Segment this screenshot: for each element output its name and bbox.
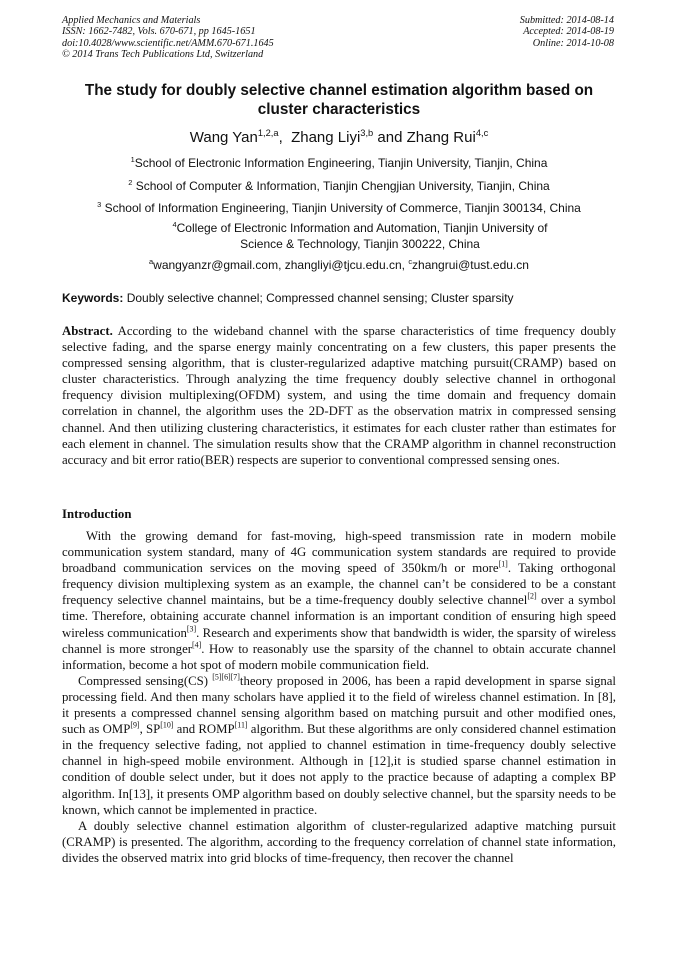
affiliation-text: School of Information Engineering, Tianjin University of Commerce, Tianjin 300134, China [101,201,581,215]
citation: [11] [234,720,248,730]
citation: [3] [186,624,197,634]
paragraph-text: over a symbol time. Therefore, obtaining accurate channel information is an important condition of ensuring high speed wireless communication [62,593,616,640]
author-separator: , [278,129,292,146]
paragraph [62,818,616,866]
abstract-label: Abstract. [62,324,113,338]
affiliation-text: School of Electronic Information Engineering, Tianjin University, Tianjin, China [134,156,548,170]
paragraph-text: Compressed sensing(CS) [78,673,213,688]
submitted-date: Submitted: 2014-08-14 [519,15,614,26]
citation: [2] [527,592,537,602]
author-name: Wang Yan [189,129,258,146]
keywords [62,291,616,305]
online-date: Online: 2014-10-08 [532,37,614,49]
affiliation [160,221,560,252]
author-affil-sup: 1,2,a [257,128,279,138]
citation: [4] [192,640,202,650]
paragraph [62,673,616,818]
author-separator: and [373,129,407,146]
email-sup: c [408,257,413,266]
citation: [1] [498,559,508,569]
paragraph-text: theory proposed in 2006, has been a rapid development in sparse signal processing field. And then many scholars have applied it to the field of wireless channel estimation. In [8], it presents a compressed channel sensing algorithm based on matching pursuit and other modified ones, such as OMP [62,673,616,737]
affiliation-text: College of Electronic Information and Automation, Tianjin University of Science & Technology, Tianjin 300222, China [176,221,548,251]
paragraph-text: A doubly selective channel estimation algorithm of cluster-regularized adaptive matching pursuit (CRAMP) is presented. The algorithm, according to the frequency correlation of channel state information, divides the observed matrix into grid blocks of time-frequency, then recover the channel [62,818,616,865]
paragraph-text: , SP [139,722,161,737]
email-sup: a [149,257,154,266]
paragraph [62,528,616,673]
affiliation-text: School of Computer & Information, Tianjin Chengjian University, Tianjin, China [132,179,550,193]
author-name: Zhang Liyi [291,129,361,146]
paper-title: The study for doubly selective channel estimation algorithm based on cluster characteristics [84,82,594,118]
paragraph-text: With the growing demand for fast-moving, high-speed transmission rate in modern mobile communication system standard, many of 4G communication system standards are required to provide broadband communication services on the moving speed of 350km/h or more [62,529,616,576]
affiliation [62,201,616,217]
section-heading: Introduction [62,507,132,521]
abstract-text: According to the wideband channel with the sparse characteristics of time frequency doubly selective fading, and the sparse energy mainly concentrating on a few clusters, this paper presents the compressed sensing algorithm, that is cluster-regularized adaptive matching pursuit(CRAMP) based on cluster characteristics. Through analyzing the time frequency doubly selective channel in orthogonal frequency division multiplexing(OFDM) system, and using the time domain and frequency domain correlation in channel, the algorithm uses the 2D-DFT as the observation matrix in compressed sensing channel. And then utilizing clustering characteristics, it estimates for each cluster rather than estimates for each element in channel. The simulation results show that the CRAMP algorithm in channel reconstruction accuracy and bit error ratio(BER) respects are superior to conventional compressed sensing ones. [62,324,616,467]
affiliation-sup: 3 [97,200,102,209]
body-text [62,528,616,866]
email-text: wangyanzr@gmail.com, zhangliyi@tjcu.edu.cn, [153,258,409,272]
email-text: zhangrui@tust.edu.cn [412,258,529,272]
affiliation [62,156,616,172]
accepted-date: Accepted: 2014-08-19 [523,26,614,38]
citation: [10] [160,720,174,730]
affiliation-sup: 4 [172,220,177,229]
paragraph-text: and ROMP [173,722,235,737]
author-emails [62,258,616,274]
author-affil-sup: 3,b [360,128,374,138]
affiliation-sup: 2 [128,178,133,187]
paragraph-text: . How to reasonably use the sparsity of the channel to obtain accurate channel information, become a hot spot of modern mobile communication field. [62,641,616,672]
journal-issn: ISSN: 1662-7482, Vols. 670-671, pp 1645-1651 [62,26,256,38]
submission-dates [520,15,614,49]
journal-doi: doi:10.4028/www.scientific.net/AMM.670-671.1645 [62,37,274,49]
keywords-text: Doubly selective channel; Compressed channel sensing; Cluster sparsity [123,291,514,305]
journal-name: Applied Mechanics and Materials [62,15,201,26]
author-affil-sup: 4,c [475,128,489,138]
journal-header [62,15,274,60]
affiliation [62,179,616,195]
affiliation-sup: 1 [130,155,135,164]
keywords-label: Keywords: [62,291,124,305]
abstract [62,323,616,468]
citation: [5][6][7] [212,672,240,682]
author-name: Zhang Rui [406,129,476,146]
paragraph-text: . Research and experiments show that bandwidth is wider, the sparsity of wireless channel is more stronger [62,625,616,656]
journal-copyright: © 2014 Trans Tech Publications Ltd, Switzerland [62,48,264,60]
author-list [62,129,616,146]
paragraph-text: algorithm. But these algorithms are only considered channel estimation in the frequency selective fading, not applied to channel estimation in time-frequency doubly selective channel in high-speed mobile environment. Although in [12],it is studied sparse channel estimation in condition of double select under, but it does not apply to the practice because of adapting a complex BP algorithm. In[13], it presents OMP algorithm based on doubly selective channel, but the sparsity needs to be known, which cannot be implemented in practice. [62,722,616,817]
paragraph-text: . Taking orthogonal frequency division multiplexing system as an example, the channel can’t be considered to be a constant frequency selective channel maintains, but be a time-frequency doubly selective channel [62,561,616,608]
citation: [9] [130,720,140,730]
